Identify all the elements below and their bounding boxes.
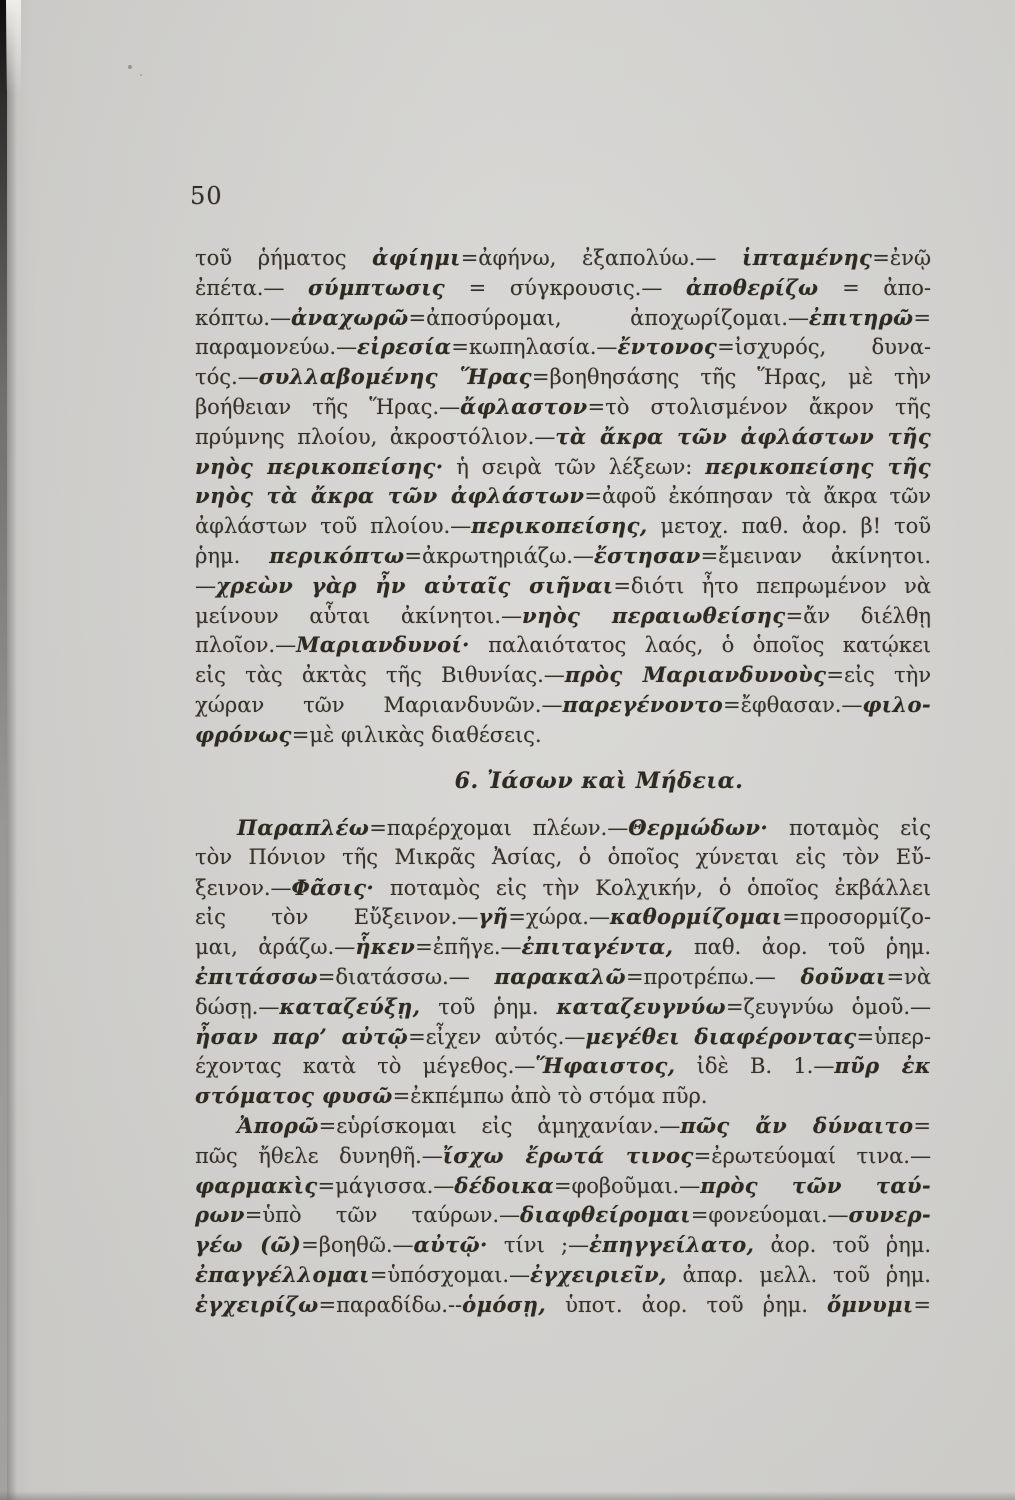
lemma-text: σύμπτωσις	[308, 274, 445, 300]
lemma-text: ἀναχωρῶ	[291, 304, 409, 330]
gloss-text: —	[195, 573, 216, 598]
scan-corner-highlight	[6, 0, 21, 95]
gloss-text: ἀπαρ. μελλ. τοῦ ῥημ.	[666, 1262, 931, 1287]
gloss-text: =μάγισσα.—	[317, 1173, 455, 1198]
gloss-text: ῥημ.	[195, 543, 270, 568]
text-line	[195, 273, 931, 303]
lemma-text: ἦσαν παρ’ αὐτῷ	[195, 1023, 409, 1049]
gloss-text: =ὑπόσχομαι.—	[369, 1262, 530, 1287]
lemma-text: αὐτῷ·	[413, 1232, 488, 1258]
gloss-text: ἡ σειρὰ τῶν λέξεων:	[443, 454, 706, 479]
text-line	[195, 452, 931, 482]
gloss-text: =εἶχεν αὐτός.—	[408, 1024, 586, 1049]
lemma-text: γέω (ῶ)	[195, 1232, 302, 1258]
text-line	[195, 362, 931, 392]
lemma-text: τὰ ἄκρα τῶν ἀφλάστων τῆς	[555, 423, 931, 449]
lemma-text: φιλο-	[862, 691, 931, 717]
gloss-text: τός.—	[195, 365, 259, 390]
lemma-text: πῦρ ἐκ	[834, 1053, 931, 1079]
lemma-text: ἐπιτάσσω	[195, 963, 318, 989]
gloss-text: =ἄν διέλθῃ	[785, 603, 931, 628]
lemma-text: ὄμνυμι	[826, 1291, 914, 1317]
text-line	[195, 1171, 931, 1201]
gloss-text: =νὰ	[886, 964, 931, 989]
lemma-text: νηὸς περικοπείσης·	[195, 453, 444, 479]
gloss-text: παλαιότατος λαός, ὁ ὁποῖος κατῴκει	[469, 633, 931, 658]
text-line	[195, 932, 931, 962]
gloss-text: =προτρέπω.—	[625, 964, 801, 989]
gloss-text: =κωπηλασία.—	[451, 335, 618, 360]
scan-speck	[140, 74, 142, 76]
gloss-text: =διότι ἦτο πεπρωμένον νὰ	[613, 573, 931, 598]
lemma-text: ρων	[195, 1202, 245, 1228]
lemma-text: ἱπταμένης	[742, 245, 873, 270]
lemma-text: καταζευγνύω	[556, 993, 726, 1019]
scan-bottom-shadow	[0, 1491, 1015, 1500]
gloss-text: χώραν τῶν Μαριανδυνῶν.—	[195, 692, 563, 717]
text-line	[195, 630, 931, 660]
lemma-text: Ἀπορῶ	[237, 1112, 319, 1138]
lemma-text: καθορμίζομαι	[609, 904, 783, 930]
lemma-text: παρακαλῶ	[494, 963, 626, 989]
gloss-text: ξεινον.—	[195, 875, 292, 900]
lemma-text: συλλαβομένης Ἥρας	[258, 364, 532, 390]
gloss-text: =ἔφθασαν.—	[723, 692, 863, 717]
text-line	[195, 541, 931, 571]
lemma-text: νηὸς περαιωθείσης	[521, 602, 786, 628]
gloss-text: μαι, ἀράζω.—	[195, 935, 356, 960]
lemma-text: ἀποθερίζω	[685, 274, 819, 300]
lemma-text: ἄφλαστον	[460, 393, 588, 419]
lemma-text: γῆ	[478, 904, 509, 930]
gloss-text: τὸν Πόνιον τῆς Μικρᾶς Ἀσίας, ὁ ὁποῖος χύνεται εἰς τὸν Εὔ-	[195, 844, 931, 869]
gloss-text: =ἀφήνω, ἐξαπολύω.—	[460, 246, 743, 270]
lemma-text: ἐγχειριεῖν,	[530, 1261, 667, 1287]
lemma-text: Μαριανδυνοί·	[296, 632, 470, 658]
gloss-text: ποταμὸς εἰς τὴν Κολχικήν, ὁ ὁποῖος ἐκβάλλει	[374, 875, 931, 900]
gloss-text: =ἐκπέμπω ἀπὸ τὸ στόμα πῦρ.	[392, 1084, 708, 1109]
lemma-text: ἧκεν	[355, 934, 416, 960]
lemma-text: Φᾶσις·	[291, 874, 375, 900]
text-line	[195, 601, 931, 631]
lemma-text: Παραπλέω	[237, 815, 370, 840]
gloss-text: εἰς τὸν Εὔξεινον.—	[195, 905, 479, 930]
gloss-text: =ἀποσύρομαι, ἀποχωρίζομαι.—	[408, 305, 809, 330]
lemma-text: ἀφίημι	[372, 245, 461, 270]
gloss-text: =διατάσσω.—	[317, 964, 495, 989]
lemma-text: ὁμόσῃ,	[462, 1291, 547, 1317]
lemma-text: ἐγχειρίζω	[195, 1291, 319, 1317]
gloss-text: =ἐρωτεύομαί τινα.—	[693, 1143, 931, 1168]
text-line	[195, 303, 931, 333]
lemma-text: χρεὼν γὰρ ἦν αὐταῖς σιῆναι	[216, 572, 614, 598]
lemma-text: ἔντονος	[617, 334, 718, 360]
gloss-text: =βοηθῶ.—	[301, 1233, 414, 1258]
gloss-text: ἰδὲ Β. 1.—	[675, 1054, 835, 1079]
lemma-text: παρεγένοντο	[562, 691, 724, 717]
gloss-text: =παραδίδω.--	[318, 1292, 463, 1317]
gloss-text: =χώρα.—	[508, 905, 610, 930]
lemma-text: συνερ-	[848, 1202, 931, 1228]
lemma-text: νηὸς τὰ ἄκρα τῶν ἀφλάστων	[195, 483, 585, 509]
text-line	[195, 392, 931, 422]
scan-speck	[128, 65, 132, 69]
text-line	[195, 1111, 931, 1141]
gloss-text: μείνουν αὗται ἀκίνητοι.—	[195, 603, 522, 628]
text-line	[195, 511, 931, 541]
text-line	[195, 690, 931, 720]
text-line	[195, 843, 931, 873]
gloss-text: =	[913, 305, 931, 330]
text-line	[195, 873, 931, 903]
lemma-text: φρόνως	[195, 721, 292, 747]
lemma-text: πρὸς τῶν ταύ-	[700, 1172, 931, 1198]
gloss-text: =ἀφοῦ ἐκόπησαν τὰ ἄκρα τῶν	[584, 484, 931, 509]
gloss-text: =ἐνῷ	[872, 246, 931, 270]
gloss-text: =ἐπῆγε.—	[415, 935, 522, 960]
lemma-text: Θερμώδων·	[628, 815, 769, 840]
text-line	[195, 660, 931, 690]
gloss-text: =ζευγνύω ὁμοῦ.—	[725, 994, 931, 1019]
text-line	[195, 1230, 931, 1260]
scan-gutter-edge	[0, 0, 7, 1500]
text-line	[195, 813, 931, 843]
text-line	[195, 1290, 931, 1320]
text-line	[195, 902, 931, 932]
gloss-text: ἀφλάστων τοῦ πλοίου.—	[195, 514, 472, 539]
gloss-text: =φονεύομαι.—	[690, 1203, 849, 1228]
glossary-paragraph-1	[195, 243, 931, 750]
lemma-text: περικόπτω	[269, 542, 405, 568]
gloss-text: τοῦ ῥημ.	[420, 994, 557, 1019]
gloss-text: =εὑρίσκομαι εἰς ἀμηχανίαν.—	[318, 1113, 681, 1138]
text-line	[195, 720, 931, 750]
text-line	[195, 1022, 931, 1052]
page-number: 50	[190, 182, 223, 210]
text-line	[195, 1141, 931, 1171]
text-line	[195, 992, 931, 1022]
lemma-text: διαφθείρομαι	[520, 1202, 691, 1228]
lemma-text: δοῦναι	[800, 963, 887, 989]
text-line	[195, 1051, 931, 1081]
gloss-text: =	[913, 1113, 931, 1138]
gloss-text: κόπτω.—	[195, 305, 291, 330]
gloss-text: = σύγκρουσις.—	[445, 275, 686, 300]
lemma-text: περικοπείσης τῆς	[705, 453, 931, 479]
gloss-text: παραμονεύω.—	[195, 335, 358, 360]
lemma-text: περικοπείσης,	[471, 513, 648, 539]
text-line	[195, 1081, 931, 1111]
text-line	[195, 481, 931, 511]
gloss-text: =φοβοῦμαι.—	[553, 1173, 701, 1198]
gloss-text: =τὸ στολισμένον ἄκρον τῆς	[587, 394, 931, 419]
gloss-text: τίνι ;—	[487, 1233, 590, 1258]
gloss-text: =εἰς τὴν	[826, 663, 931, 688]
lemma-text: ἐπιτηρῶ	[808, 304, 914, 330]
gloss-text: έχοντας κατὰ τὸ μέγεθος.—	[195, 1054, 536, 1079]
text-line	[195, 1260, 931, 1290]
section-heading: 6. Ἰάσων καὶ Μήδεια.	[454, 768, 744, 794]
lemma-text: Ἥφαιστος,	[535, 1053, 676, 1079]
text-line	[195, 332, 931, 362]
text-line	[195, 962, 931, 992]
gloss-text: = ἀπο-	[818, 275, 931, 300]
gloss-text: =προσορμίζο-	[782, 905, 931, 930]
gloss-text: πλοῖον.—	[195, 633, 297, 658]
gloss-text: =μὲ φιλικὰς διαθέσεις.	[291, 722, 542, 747]
lemma-text: πῶς ἄν δύναιτο	[680, 1112, 914, 1138]
text-line	[195, 243, 931, 273]
gloss-text: =ἀκρωτηριάζω.—	[404, 543, 594, 568]
lemma-text: πρὸς Μαριανδυνοὺς	[564, 662, 827, 688]
gloss-text: εἰς τὰς ἀκτὰς τῆς Βιθυνίας.—	[195, 663, 565, 688]
gloss-text: =παρέρχομαι πλέων.—	[369, 816, 629, 840]
lemma-text: εἰρεσία	[357, 334, 452, 360]
lemma-text: ἐπαγγέλλομαι	[195, 1261, 370, 1287]
gloss-text: ἀορ. τοῦ ῥημ.	[754, 1233, 932, 1258]
lemma-text: στόματος φυσῶ	[195, 1083, 393, 1109]
glossary-paragraphs-2-3	[195, 813, 931, 1320]
gloss-text: δώσῃ.—	[195, 994, 280, 1019]
lemma-text: ἐπιταγέντα,	[521, 934, 674, 960]
gloss-text: =ὑπὸ τῶν ταύρων.—	[244, 1203, 521, 1228]
text-line	[195, 1200, 931, 1230]
gloss-text: παθ. ἀορ. τοῦ ῥημ.	[673, 935, 931, 960]
lemma-text: ἐπηγγείλατο,	[589, 1232, 755, 1258]
gloss-text: μετοχ. παθ. ἀορ. β! τοῦ	[647, 514, 931, 539]
text-line	[195, 571, 931, 601]
gloss-text: τοῦ ῥήματος	[195, 246, 373, 270]
lemma-text: ἔστησαν	[593, 542, 701, 568]
scan-gutter-shadow	[7, 0, 17, 1500]
gloss-text: ἐπέτα.—	[195, 275, 309, 300]
gloss-text: ὑποτ. ἀορ. τοῦ ῥημ.	[546, 1292, 827, 1317]
gloss-text: =	[913, 1292, 931, 1317]
lemma-text: καταζεύξῃ,	[279, 993, 421, 1019]
gloss-text: =ἔμειναν ἀκίνητοι.	[700, 543, 931, 568]
lemma-text: φαρμακὶς	[195, 1172, 318, 1198]
gloss-text: =βοηθησάσης τῆς Ἥρας, μὲ τὴν	[531, 365, 931, 390]
gloss-text: πρύμνης πλοίου, ἀκροστόλιον.—	[195, 424, 556, 449]
text-line	[195, 422, 931, 452]
lemma-text: μεγέθει διαφέροντας	[585, 1023, 857, 1049]
lemma-text: ἴσχω ἔρωτά τινος	[442, 1142, 694, 1168]
gloss-text: =ἰσχυρός, δυνα-	[717, 335, 931, 360]
gloss-text: ποταμὸς εἰς	[768, 816, 931, 840]
gloss-text: πῶς ἤθελε δυνηθῆ.—	[195, 1143, 443, 1168]
lemma-text: δέδοικα	[454, 1172, 554, 1198]
gloss-text: βοήθειαν τῆς Ἥρας.—	[195, 394, 461, 419]
gloss-text: =ὑπερ-	[856, 1024, 932, 1049]
